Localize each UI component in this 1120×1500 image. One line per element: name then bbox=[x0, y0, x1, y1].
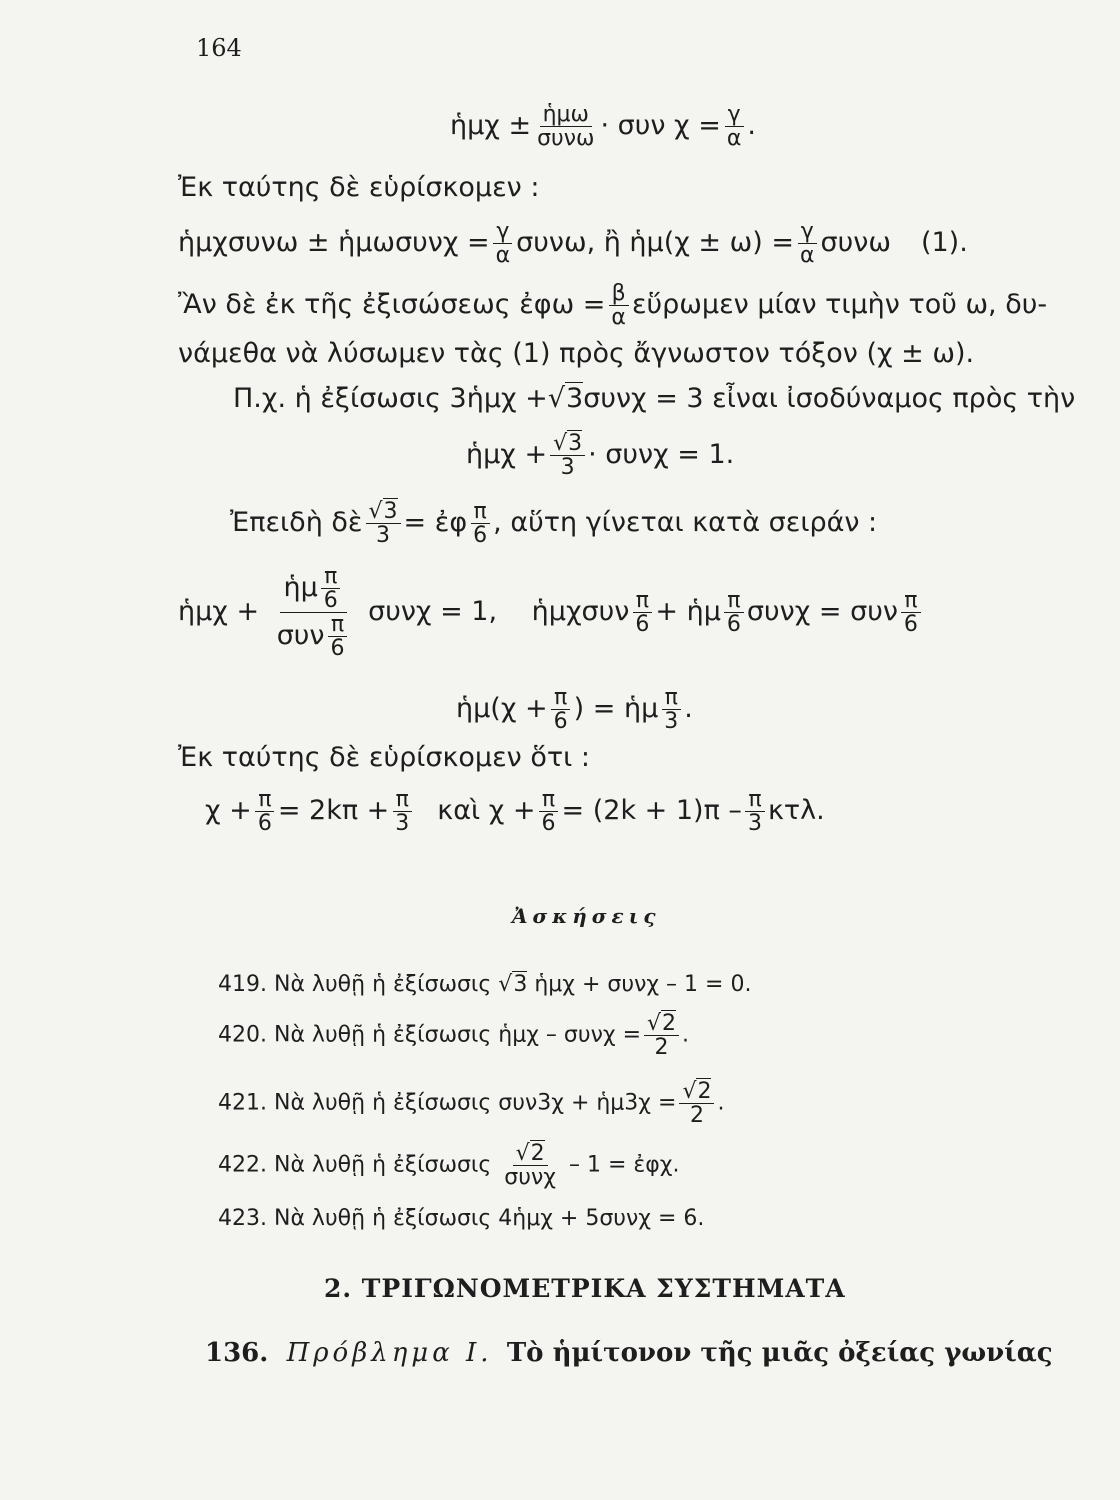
equation-7: ἡμχ + √ $\frac{3}{3}$ · συνχ = 1. bbox=[466, 432, 734, 479]
exercise-420: 420. Νὰ λυθῇ ἡ ἐξίσωσις ἡμχ – συνχ = √ $\frac{2}{2}$ . bbox=[218, 1012, 689, 1059]
equation-9: ἡμχ + ἡμ $\frac{\pi}{6}$ συν $\frac{\pi}{6}$ συνχ = 1, ἡμχσυν $\frac{\pi}{6}$ + ἡμ $\frac{\pi}{6}$ συνχ = συν $\frac{\pi}{6}$ bbox=[178, 565, 924, 660]
equation-3: ἡμχσυνω ± ἡμωσυνχ = $\frac{\gamma}{\alpha}$ συνω, ἢ ἡμ(χ ± ω) = $\frac{\gamma}{\alpha}$ συνω (1). bbox=[178, 219, 968, 269]
text-line-2: Ἐκ ταύτης δὲ εὑρίσκομεν : bbox=[178, 172, 540, 203]
equation-10: ἡμ(χ + $\frac{\pi}{6}$ ) = ἡμ $\frac{\pi}{3}$ . bbox=[456, 685, 693, 735]
section-heading: 2. ΤΡΙΓΩΝΟΜΕΤΡΙΚΑ ΣΥΣΤΗΜΑΤΑ bbox=[324, 1274, 846, 1303]
page-number: 164 bbox=[196, 34, 242, 62]
exercise-422: 422. Νὰ λυθῇ ἡ ἐξίσωσις √ $\frac{2}{\text{συνχ}}$ – 1 = ἐφχ. bbox=[218, 1142, 679, 1189]
problem-line: 136. Πρόβλημα I. Τὸ ἡμίτονον τῆς μιᾶς ὀξείας γωνίας bbox=[205, 1338, 1053, 1368]
text-line-5: νάμεθα νὰ λύσωμεν τὰς (1) πρὸς ἄγνωστον τόξον (χ ± ω). bbox=[178, 338, 975, 369]
exercises-title: Ἀσκήσεις bbox=[512, 904, 661, 928]
equation-8: Ἐπειδὴ δὲ √ $\frac{3}{3}$ = ἐφ $\frac{\pi}{6}$ , αὕτη γίνεται κατὰ σειράν : bbox=[230, 500, 877, 547]
exercise-423: 423. Νὰ λυθῇ ἡ ἐξίσωσις 4ἡμχ + 5συνχ = 6. bbox=[218, 1206, 705, 1231]
equation-12: χ + $\frac{\pi}{6}$ = 2kπ + $\frac{\pi}{3}$ καὶ χ + $\frac{\pi}{6}$ = (2k + 1)π – $\frac{\pi}{3}$ κτλ. bbox=[205, 787, 825, 837]
text-line-11: Ἐκ ταύτης δὲ εὑρίσκομεν ὅτι : bbox=[178, 742, 590, 773]
exercise-421: 421. Νὰ λυθῇ ἡ ἐξίσωσις συν3χ + ἡμ3χ = √ $\frac{2}{2}$ . bbox=[218, 1080, 724, 1127]
exercise-419: 419. Νὰ λυθῇ ἡ ἐξίσωσις √ 3 ἡμχ + συνχ – 1 = 0. bbox=[218, 972, 751, 997]
text-line-6: Π.χ. ἡ ἐξίσωσις 3ἡμχ +√ 3συνχ = 3 εἶναι ἰσοδύναμος πρὸς τὴν bbox=[233, 383, 1075, 414]
equation-1: ἡμχ ± $\frac{\text{ἡμω}}{\text{συνω}}$ · συν χ = $\frac{\gamma}{\alpha}$ . bbox=[450, 102, 756, 152]
text-line-4: Ἂν δὲ ἐκ τῆς ἐξισώσεως ἐφω = $\frac{\beta}{\alpha}$ εὕρωμεν μίαν τιμὴν τοῦ ω, δυ- bbox=[178, 281, 1048, 331]
